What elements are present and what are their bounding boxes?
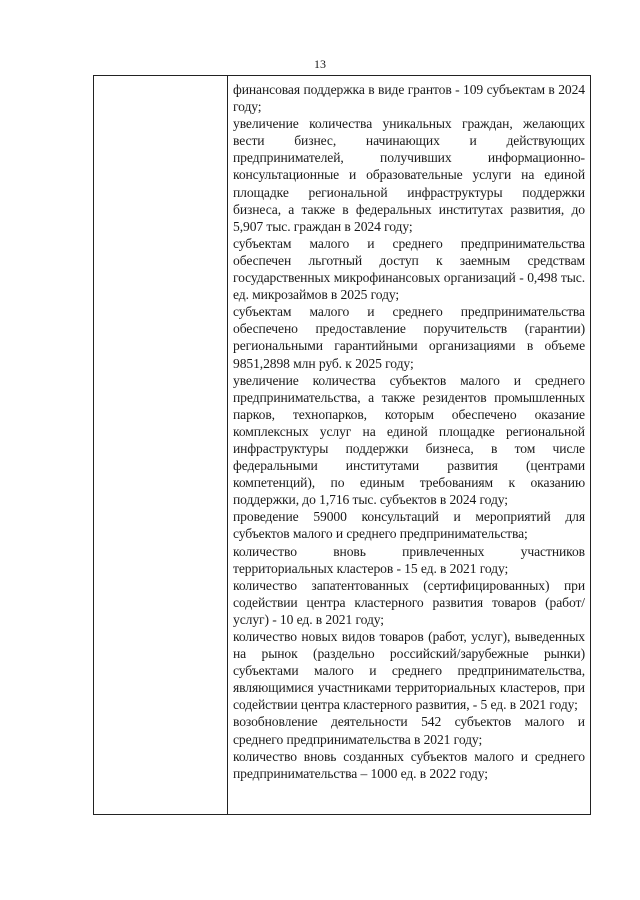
list-item: количество вновь привлеченных участников территориальных кластеров - 15 ед. в 2021 году; (233, 543, 585, 576)
list-item: количество новых видов товаров (работ, услуг), выведенных на рынок (раздельно российский/зарубежные рынки) субъектами малого и среднего предпринимательства, являющимися участниками территориальных кластеров, при содействии центра кластерного развития, - 5 ед. в 2021 году; (233, 629, 585, 713)
list-item: количество вновь созданных субъектов малого и среднего предпринимательства – 1000 ед. в 2022 году; (233, 748, 585, 781)
list-item: субъектам малого и среднего предпринимательства обеспечено предоставление поручительств (гарантии) региональными гарантийными организациями в объеме 9851,2898 млн руб. к 2025 году; (233, 304, 585, 371)
list-item: увеличение количества уникальных граждан, желающих вести бизнес, начинающих и действующих предпринимателей, получивших информационно-консультационные и образовательные услуги на единой площадке региональной инфраструктуры поддержки бизнеса, а также в федеральных институтах развития, до 5,907 тыс. граждан в 2024 году; (233, 116, 585, 234)
list-item: финансовая поддержка в виде грантов - 109 субъектам в 2024 году; (233, 82, 585, 115)
page-number: 13 (314, 57, 326, 71)
list-item: проведение 59000 консультаций и мероприятий для субъектов малого и среднего предпринимательства; (233, 509, 585, 542)
list-item: возобновление деятельности 542 субъектов малого и среднего предпринимательства в 2021 году; (233, 714, 585, 747)
table-right-cell (228, 76, 590, 814)
list-item: субъектам малого и среднего предпринимательства обеспечен льготный доступ к заемным средствам государственных микрофинансовых организаций - 0,498 тыс. ед. микрозаймов в 2025 году; (233, 235, 585, 303)
list-item: увеличение количества субъектов малого и среднего предпринимательства, а также резидентов промышленных парков, технопарков, которым обеспечено оказание комплексных услуг на единой площадке региональной инфраструктуры поддержки бизнеса, в том числе федеральными институтами развития (центрами компетенций), по единым требованиям к оказанию поддержки, до 1,716 тыс. субъектов в 2024 году; (233, 372, 585, 508)
table-left-cell (94, 76, 228, 814)
list-item: количество запатентованных (сертифицированных) при содействии центра кластерного развития товаров (работ/услуг) - 10 ед. в 2021 году; (233, 577, 585, 627)
indicators-table (93, 75, 591, 815)
